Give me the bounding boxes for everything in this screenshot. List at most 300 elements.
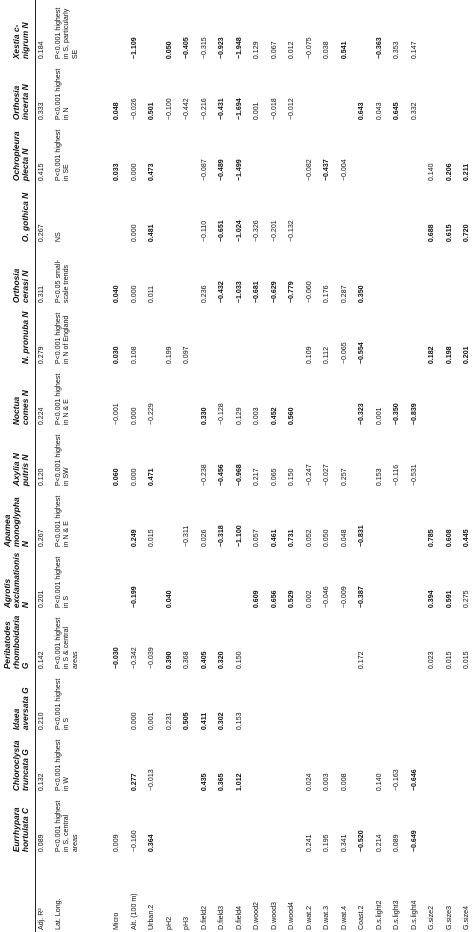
table-cell — [111, 488, 129, 549]
table-cell — [111, 0, 129, 61]
table-cell: P<0.001 highest in S, central areas — [54, 800, 79, 853]
table-cell: 0.195 — [322, 834, 331, 853]
table-cell: −0.116 — [392, 464, 401, 487]
table-cell: 0.140 — [374, 773, 383, 792]
table-cell: −0.060 — [304, 281, 313, 304]
row-label: Coast.2 — [357, 905, 366, 930]
table-cell: 0.052 — [304, 529, 313, 548]
table-row — [35, 0, 53, 932]
table-cell — [426, 732, 444, 793]
table-row — [426, 0, 444, 932]
table-cell: 0.008 — [339, 773, 348, 792]
table-cell: −0.201 — [269, 220, 278, 243]
table-cell — [391, 549, 409, 610]
table-cell: 0.040 — [164, 590, 173, 609]
table-cell: P<0.001 highest in N — [54, 68, 71, 121]
table-cell: −0.779 — [287, 281, 296, 304]
table-row — [339, 0, 357, 932]
table-cell — [426, 793, 444, 854]
row-label: Adj. R² — [36, 908, 45, 930]
table-cell: 0.591 — [444, 590, 453, 609]
table-cell — [216, 793, 234, 854]
table-cell — [391, 610, 409, 671]
table-cell: 0.257 — [339, 468, 348, 487]
table-cell: 0.050 — [164, 41, 173, 60]
table-cell: −0.387 — [357, 586, 366, 609]
species-header: Chloroclysta truncata G — [11, 740, 31, 792]
table-cell — [146, 549, 164, 610]
table-cell: −0.082 — [304, 159, 313, 182]
table-cell: 0.390 — [164, 651, 173, 670]
row-label: D.wood3 — [269, 902, 278, 930]
row-label: G.size4 — [462, 905, 471, 930]
table-cell: 0.153 — [374, 468, 383, 487]
row-label: Lat. Long. — [54, 898, 63, 930]
table-cell — [461, 732, 474, 793]
table-cell — [146, 305, 164, 366]
table-cell: P<0.001 highest in SW — [54, 434, 71, 487]
table-cell — [374, 549, 392, 610]
row-label: D.s.light4 — [409, 900, 418, 930]
table-cell — [286, 671, 304, 732]
table-cell: 0.067 — [269, 41, 278, 60]
table-cell: −0.013 — [147, 769, 156, 792]
table-cell: 0.332 — [409, 102, 418, 121]
table-cell — [409, 610, 427, 671]
table-cell: 0.060 — [112, 468, 121, 487]
table-cell: −0.350 — [392, 403, 401, 426]
table-cell — [286, 732, 304, 793]
table-cell — [374, 244, 392, 305]
table-cell — [181, 183, 199, 244]
table-cell: −0.629 — [269, 281, 278, 304]
table-cell: −0.342 — [129, 647, 138, 670]
table-cell — [339, 671, 357, 732]
table-cell: 1.012 — [234, 773, 243, 792]
table-cell: 0.201 — [462, 346, 471, 365]
table-cell: 0.057 — [252, 529, 261, 548]
table-cell: P<0.001 highest in N & E — [54, 495, 71, 548]
table-cell — [199, 549, 217, 610]
table-cell: −0.001 — [112, 403, 121, 426]
table-cell: −1.694 — [234, 98, 243, 121]
table-cell: −0.651 — [217, 220, 226, 243]
table-cell: 0.435 — [199, 773, 208, 792]
table-row — [269, 0, 287, 932]
table-cell: −0.128 — [217, 403, 226, 426]
table-cell: 0.112 — [322, 346, 331, 365]
table-cell: 0.201 — [36, 590, 45, 609]
table-cell — [356, 732, 374, 793]
table-cell — [111, 671, 129, 732]
table-cell: −0.046 — [322, 586, 331, 609]
table-cell: 0.033 — [112, 163, 121, 182]
table-cell: 0.645 — [392, 102, 401, 121]
table-cell: −0.489 — [217, 159, 226, 182]
table-cell — [339, 61, 357, 122]
table-cell: −0.442 — [182, 98, 191, 121]
table-cell: 0.048 — [112, 102, 121, 121]
table-cell — [444, 427, 462, 488]
row-label: D.field4 — [234, 905, 243, 930]
table-cell — [269, 732, 287, 793]
table-cell — [321, 366, 339, 427]
species-header: N. pronuba N — [20, 311, 31, 365]
table-cell: 0.365 — [217, 773, 226, 792]
table-cell — [339, 366, 357, 427]
table-cell — [269, 122, 287, 183]
table-cell: 0.249 — [129, 529, 138, 548]
table-cell: 0.311 — [36, 285, 45, 304]
table-cell: 0.368 — [182, 651, 191, 670]
table-cell: −0.199 — [129, 586, 138, 609]
table-cell: 0.505 — [182, 712, 191, 731]
table-cell — [356, 0, 374, 61]
row-label: Micro — [112, 912, 121, 930]
table-cell: 0.147 — [409, 41, 418, 60]
table-cell — [374, 671, 392, 732]
table-cell: −0.026 — [129, 98, 138, 121]
table-row — [444, 0, 462, 932]
table-cell — [374, 610, 392, 671]
table-cell — [374, 305, 392, 366]
table-cell — [339, 610, 357, 671]
table-cell — [444, 61, 462, 122]
table-cell — [269, 305, 287, 366]
table-cell — [426, 0, 444, 61]
row-label: D.wat.2 — [304, 905, 313, 930]
row-label: D.s.light3 — [392, 900, 401, 930]
table-cell: 0.211 — [462, 163, 471, 182]
table-cell — [269, 610, 287, 671]
table-cell: 0.473 — [147, 163, 156, 182]
table-cell: 0.011 — [147, 285, 156, 304]
table-cell — [304, 183, 322, 244]
table-cell: 0.364 — [147, 834, 156, 853]
table-cell: −0.968 — [234, 464, 243, 487]
table-cell: 0.023 — [427, 651, 436, 670]
row-label: D.field3 — [217, 905, 226, 930]
table-cell: −0.554 — [357, 342, 366, 365]
row-label: D.wat.4 — [339, 905, 348, 930]
table-cell: −0.323 — [357, 403, 366, 426]
table-row — [286, 0, 304, 932]
table-row — [111, 0, 129, 932]
table-cell: 0.015 — [147, 529, 156, 548]
table-cell: 0.000 — [129, 407, 138, 426]
table-cell: 0.199 — [164, 346, 173, 365]
table-cell: −0.229 — [147, 403, 156, 426]
row-label: pH3 — [182, 916, 191, 930]
table-cell: 0.000 — [129, 712, 138, 731]
table-cell: 0.001 — [252, 102, 261, 121]
table-cell: 0.015 — [444, 651, 453, 670]
table-cell: 0.333 — [36, 102, 45, 121]
table-body — [35, 0, 474, 932]
table-cell: P<0.001 highest in S & central areas — [54, 617, 79, 670]
table-cell — [409, 244, 427, 305]
table-cell — [461, 671, 474, 732]
table-cell: 0.275 — [462, 590, 471, 609]
table-cell: −0.009 — [339, 586, 348, 609]
species-header: Eurrhypara hortulata C — [11, 807, 31, 853]
table-cell — [426, 61, 444, 122]
table-cell: 0.040 — [112, 285, 121, 304]
table-cell: −0.437 — [322, 159, 331, 182]
table-cell: −0.681 — [252, 281, 261, 304]
species-header: O. gothica N — [20, 192, 31, 243]
table-cell: 0.176 — [322, 285, 331, 304]
table-cell: 0.015 — [462, 651, 471, 670]
table-cell — [321, 671, 339, 732]
table-cell — [321, 183, 339, 244]
table-cell: 0.048 — [339, 529, 348, 548]
table-cell: 0.003 — [252, 407, 261, 426]
table-cell — [461, 0, 474, 61]
table-cell: −0.363 — [374, 37, 383, 60]
table-cell: 0.330 — [199, 407, 208, 426]
table-cell: 0.341 — [339, 834, 348, 853]
species-header: Noctua comes N — [11, 390, 31, 426]
table-cell: −0.326 — [252, 220, 261, 243]
table-cell — [391, 183, 409, 244]
table-cell — [164, 122, 182, 183]
table-cell — [339, 183, 357, 244]
table-cell: 0.000 — [129, 224, 138, 243]
table-cell: 0.182 — [427, 346, 436, 365]
table-cell — [234, 549, 252, 610]
table-cell — [269, 793, 287, 854]
table-cell: P<0.001 highest in S, particularly SE — [54, 7, 79, 60]
species-header: Ochropleura plecta N — [11, 131, 31, 182]
table-cell — [409, 549, 427, 610]
table-cell: 0.000 — [129, 163, 138, 182]
table-cell: −0.839 — [409, 403, 418, 426]
table-cell: 0.089 — [392, 834, 401, 853]
table-cell: 0.320 — [217, 651, 226, 670]
table-cell: 0.206 — [444, 163, 453, 182]
table-cell — [409, 183, 427, 244]
table-cell: 0.609 — [252, 590, 261, 609]
table-cell: −0.238 — [199, 464, 208, 487]
table-cell: −0.432 — [217, 281, 226, 304]
table-cell: 0.109 — [304, 346, 313, 365]
table-cell — [426, 366, 444, 427]
table-cell — [444, 671, 462, 732]
table-row — [164, 0, 182, 932]
table-cell: −0.405 — [182, 37, 191, 60]
table-cell — [146, 0, 164, 61]
table-cell: 0.541 — [339, 41, 348, 60]
table-cell: 0.560 — [287, 407, 296, 426]
table-cell: 0.089 — [36, 834, 45, 853]
table-cell — [374, 122, 392, 183]
table-cell: 0.132 — [36, 773, 45, 792]
table-cell: 0.097 — [182, 346, 191, 365]
row-label: D.field2 — [199, 905, 208, 930]
table-cell — [286, 793, 304, 854]
table-row — [181, 0, 199, 932]
table-row — [321, 0, 339, 932]
table-cell: −0.216 — [199, 98, 208, 121]
table-cell: −0.012 — [287, 98, 296, 121]
table-cell — [286, 610, 304, 671]
table-cell: −0.027 — [322, 464, 331, 487]
table-cell — [181, 549, 199, 610]
table-cell: 0.142 — [36, 651, 45, 670]
table-cell — [461, 793, 474, 854]
table-cell: P<0.001 highest in S — [54, 678, 71, 731]
table-cell: 0.024 — [304, 773, 313, 792]
table-cell: 0.731 — [287, 529, 296, 548]
row-label: Urban.2 — [147, 904, 156, 930]
table-cell: 0.184 — [36, 41, 45, 60]
table-cell — [461, 244, 474, 305]
table-cell: 0.172 — [357, 651, 366, 670]
header-row — [0, 0, 35, 932]
row-label: G.size2 — [427, 905, 436, 930]
table-row — [304, 0, 322, 932]
table-cell — [181, 793, 199, 854]
table-cell — [251, 305, 269, 366]
table-cell — [356, 122, 374, 183]
table-cell: −0.004 — [339, 159, 348, 182]
table-cell — [444, 244, 462, 305]
table-cell: 0.277 — [129, 773, 138, 792]
table-cell: 0.026 — [199, 529, 208, 548]
table-cell — [111, 549, 129, 610]
table-cell — [164, 427, 182, 488]
table-cell: 0.001 — [374, 407, 383, 426]
table-cell: 0.241 — [304, 834, 313, 853]
table-cell: 0.656 — [269, 590, 278, 609]
table-cell: P<0.05 small-scale trends — [54, 259, 71, 304]
table-cell: 0.001 — [147, 712, 156, 731]
table-cell: −0.431 — [217, 98, 226, 121]
table-cell: 0.267 — [36, 224, 45, 243]
table-cell — [444, 0, 462, 61]
table-cell: 0.012 — [287, 41, 296, 60]
table-cell: 0.140 — [427, 163, 436, 182]
table-cell — [164, 183, 182, 244]
table-cell: 0.236 — [199, 285, 208, 304]
table-cell: 0.009 — [112, 834, 121, 853]
table-cell — [181, 427, 199, 488]
table-cell: −0.030 — [112, 647, 121, 670]
table-cell: −0.039 — [147, 647, 156, 670]
table-cell — [321, 610, 339, 671]
table-cell: 0.030 — [112, 346, 121, 365]
table-cell: 0.150 — [287, 468, 296, 487]
table-cell: −1.109 — [129, 37, 138, 60]
table-cell: 0.445 — [462, 529, 471, 548]
table-cell: 0.129 — [234, 407, 243, 426]
table-cell: 0.003 — [322, 773, 331, 792]
species-header: Xestia c-nigrum N — [11, 22, 31, 60]
table-cell: 0.120 — [36, 468, 45, 487]
table-cell — [444, 732, 462, 793]
table-cell — [356, 671, 374, 732]
table-row — [53, 0, 111, 932]
header-corner — [0, 854, 35, 932]
table-cell: −1.499 — [234, 159, 243, 182]
table-cell: 0.000 — [129, 468, 138, 487]
table-cell — [304, 366, 322, 427]
table-cell — [409, 671, 427, 732]
table-cell: −1.024 — [234, 220, 243, 243]
table-cell: P<0.001 highest in SE — [54, 129, 71, 182]
table-cell: 0.129 — [252, 41, 261, 60]
table-cell — [251, 122, 269, 183]
table-cell: 0.353 — [392, 41, 401, 60]
row-label: D.wood2 — [252, 902, 261, 930]
table-row — [251, 0, 269, 932]
table-cell: −0.649 — [409, 830, 418, 853]
table-cell: P<0.001 highest in N of England — [54, 312, 71, 365]
table-cell — [269, 671, 287, 732]
table-cell: −0.163 — [392, 769, 401, 792]
table-cell: 0.224 — [36, 407, 45, 426]
table-cell — [234, 305, 252, 366]
row-label: pH2 — [164, 916, 173, 930]
table-cell — [461, 366, 474, 427]
table-cell: 0.350 — [357, 285, 366, 304]
table-cell: 0.065 — [269, 468, 278, 487]
table-cell — [409, 488, 427, 549]
table-cell — [356, 427, 374, 488]
table-cell: 0.720 — [462, 224, 471, 243]
table-cell — [199, 305, 217, 366]
table-cell — [216, 305, 234, 366]
table-cell: 0.302 — [217, 712, 226, 731]
table-cell: −0.520 — [357, 830, 366, 853]
table-cell — [409, 305, 427, 366]
species-header: Orthosia cerasi N — [11, 268, 31, 304]
table-cell — [164, 732, 182, 793]
table-cell — [461, 427, 474, 488]
table-cell: −0.646 — [409, 769, 418, 792]
table-cell — [286, 305, 304, 366]
row-label: Alt. (100 m) — [129, 893, 138, 930]
row-label: G.size3 — [444, 905, 453, 930]
table-cell — [374, 183, 392, 244]
row-label: D.wat.3 — [322, 905, 331, 930]
table-cell: 0.615 — [444, 224, 453, 243]
table-cell: 0.785 — [427, 529, 436, 548]
table-cell: −0.311 — [182, 525, 191, 548]
table-cell: −0.315 — [199, 37, 208, 60]
table-cell: −0.160 — [129, 830, 138, 853]
table-cell — [391, 244, 409, 305]
table-cell: P<0.001 highest in S — [54, 556, 71, 609]
table-row — [216, 0, 234, 932]
table-row — [409, 0, 427, 932]
table-cell — [391, 122, 409, 183]
table-cell — [391, 488, 409, 549]
table-cell: 0.210 — [36, 712, 45, 731]
table-cell: −0.247 — [304, 464, 313, 487]
table-cell: −0.087 — [199, 159, 208, 182]
table-cell: 0.688 — [427, 224, 436, 243]
table-cell — [164, 793, 182, 854]
table-cell: 0.198 — [444, 346, 453, 365]
table-cell — [164, 366, 182, 427]
table-cell — [164, 488, 182, 549]
table-cell: −1.100 — [234, 525, 243, 548]
table-cell — [304, 610, 322, 671]
table-cell — [461, 61, 474, 122]
table-row — [234, 0, 252, 932]
